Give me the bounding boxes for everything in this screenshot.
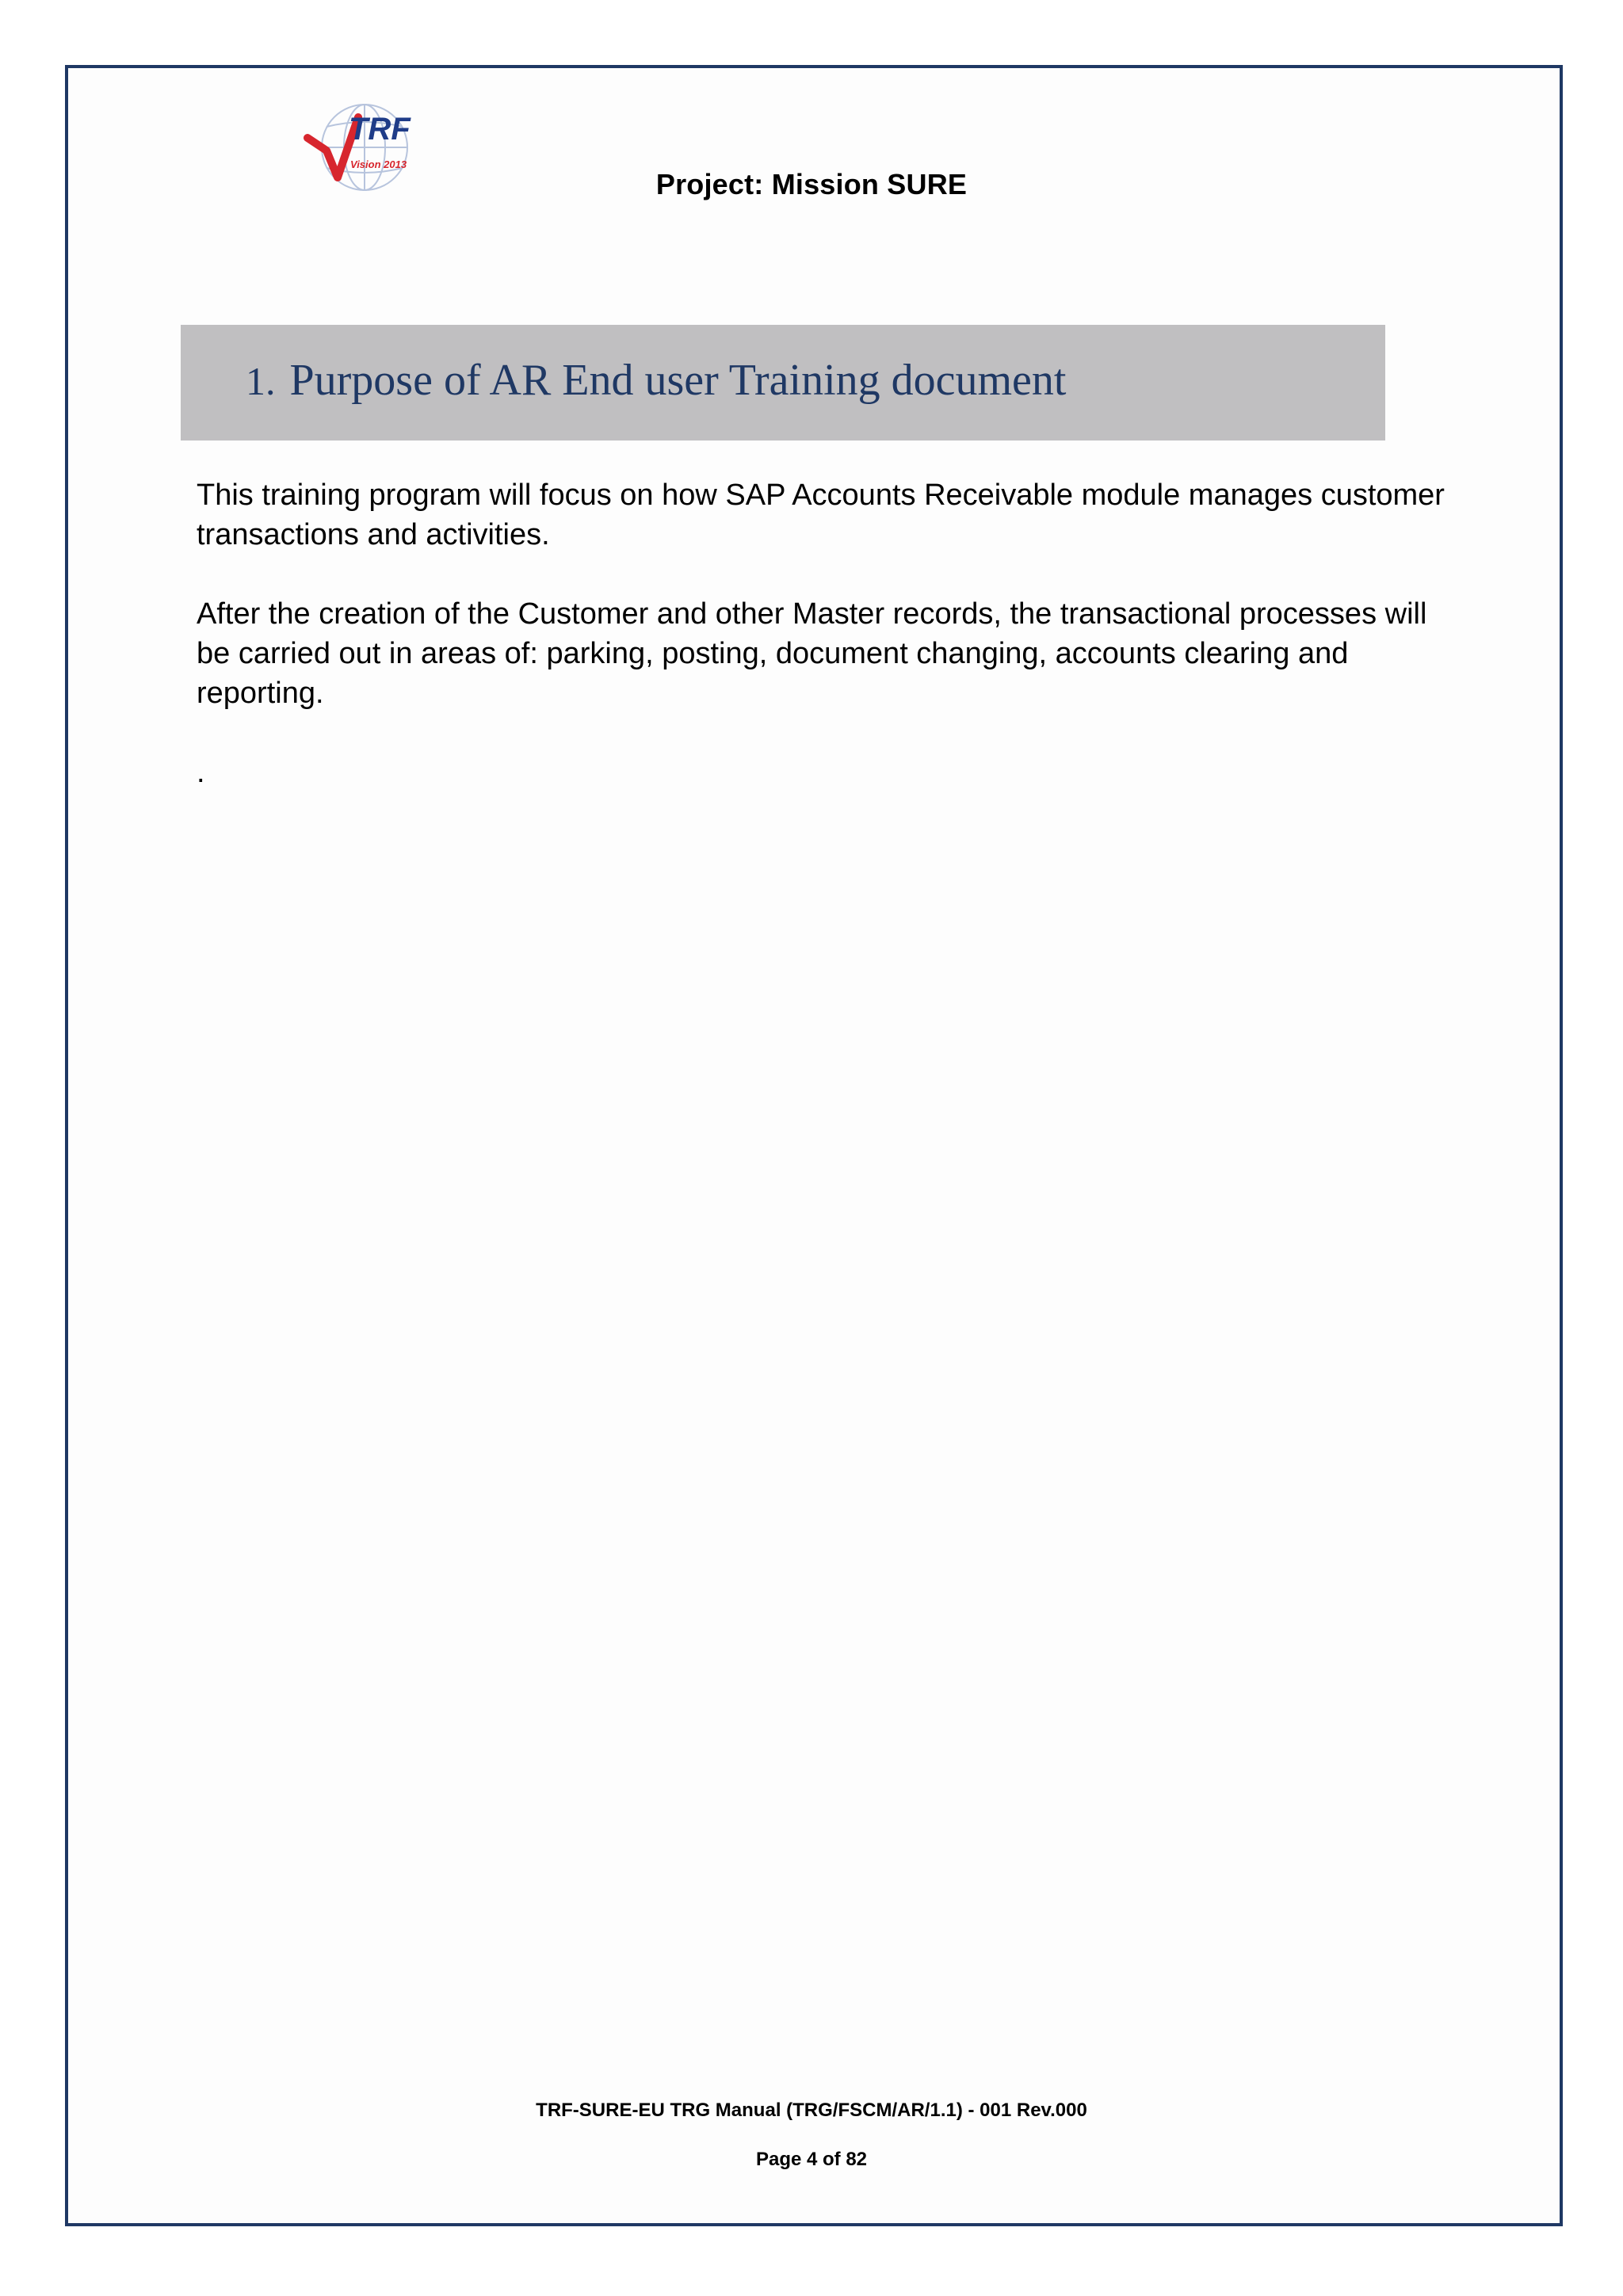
- section-title: Purpose of AR End user Training document: [289, 356, 1067, 405]
- section-number: 1.: [246, 359, 276, 403]
- body-paragraph-3: .: [197, 756, 205, 789]
- footer-document-id: TRF-SURE-EU TRG Manual (TRG/FSCM/AR/1.1) - 001 Rev.000: [536, 2100, 1087, 2121]
- svg-text:TRF: TRF: [349, 112, 411, 147]
- body-paragraph-1: This training program will focus on how SAP Accounts Receivable module manages customer transactions and activities.: [197, 479, 1445, 551]
- body-paragraph-2: After the creation of the Customer and other Master records, the transactional processes will be carried out in areas of: parking, posting, document changing, accounts clearing and reporting.: [197, 597, 1427, 710]
- section-heading: [246, 355, 1066, 406]
- svg-text:Vision 2013: Vision 2013: [350, 158, 407, 170]
- header-title: Project: Mission SURE: [655, 168, 968, 200]
- footer-page-number: Page 4 of 82: [755, 2149, 868, 2170]
